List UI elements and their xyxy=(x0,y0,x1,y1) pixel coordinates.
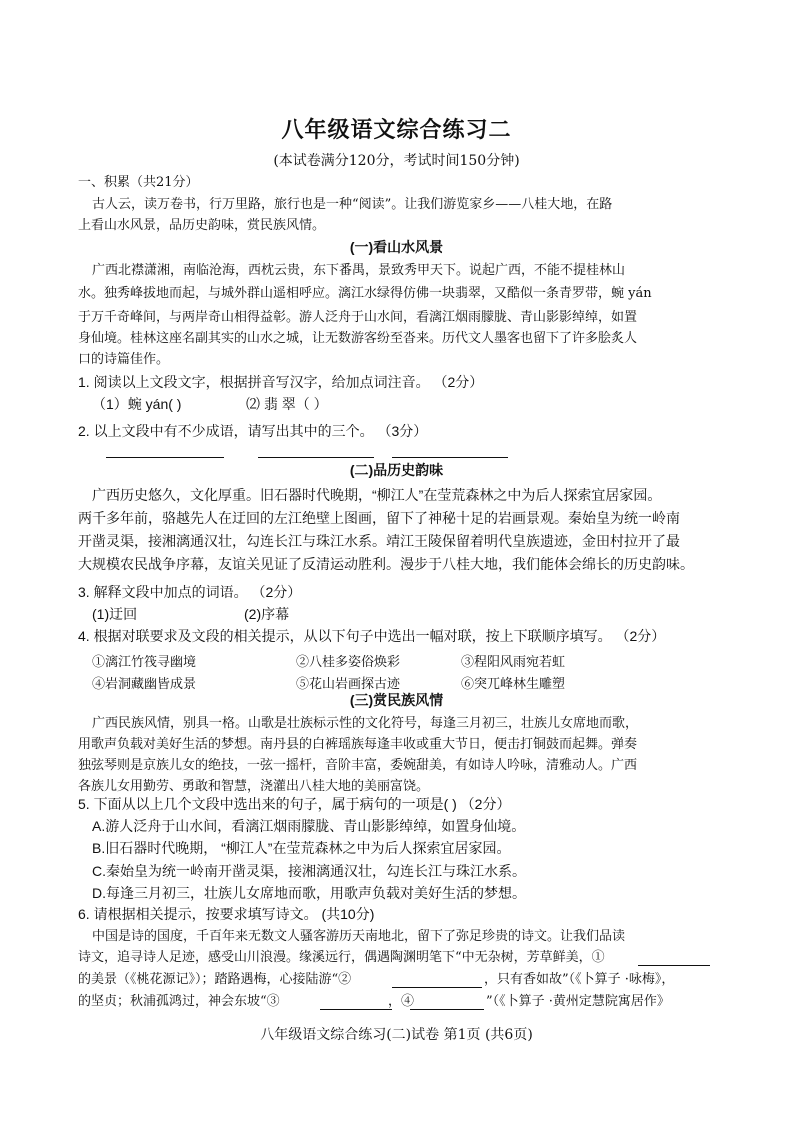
part3-line-1: 广西民族风情，别具一格。山歌是壮族标示性的文化符号，每逢三月初三，壮族儿女席地而歌， xyxy=(92,716,639,731)
intro-line-2: 上看山水风景，品历史韵味，赏民族风情。 xyxy=(78,218,326,233)
option-4: ④岩洞藏幽皆成景 xyxy=(92,677,197,692)
poem-blank-1[interactable] xyxy=(638,964,710,966)
question-6-line-4c: ”（《卜算子 ·黄州定慧院寓居作》 xyxy=(486,994,670,1009)
question-5: 5. 下面从以上几个文段中选出来的句子，属于病句的一项是( ) （2分） xyxy=(78,796,511,812)
question-1-b: ⑵ 翡 翠（ ） xyxy=(246,396,328,412)
option-6: ⑥突兀峰林生雕塑 xyxy=(461,677,566,692)
answer-blank-3[interactable] xyxy=(392,456,508,458)
part2-line-3: 开凿灵渠，接湘漓通汉壮，勾连长江与珠江水系。靖江王陵保留着明代皇族遗迹，金田村拉开了最 xyxy=(78,533,680,549)
part3-line-3: 独弦琴则是京族儿女的绝技，一弦一摇杆，音阶丰富，委婉甜美，有如诗人吟咏，清雅动人。广西 xyxy=(78,758,638,773)
page-footer: 八年级语文综合练习(二)试卷 第1页 (共6页) xyxy=(260,1027,533,1043)
question-1: 1. 阅读以上文段文字，根据拼音写汉字，给加点词注音。 （2分） xyxy=(78,374,484,390)
page-subtitle: (本试卷满分120分，考试时间150分钟) xyxy=(273,153,520,169)
page-title: 八年级语文综合练习二 xyxy=(281,117,512,143)
poem-blank-3[interactable] xyxy=(320,1008,392,1010)
question-3-b: (2)序幕 xyxy=(244,606,290,622)
part2-line-2: 两千多年前，骆越先人在迂回的左江绝壁上图画，留下了神秘十足的岩画景观。秦始皇为统一岭南 xyxy=(78,510,680,526)
question-4: 4. 根据对联要求及文段的相关提示，从以下句子中选出一幅对联，按上下联顺序填写。 （2分） xyxy=(78,628,666,644)
question-6-line-4b: ，④ xyxy=(388,994,415,1009)
question-5-option-c: C.秦始皇为统一岭南开凿灵渠，接湘漓通汉壮，勾连长江与珠江水系。 xyxy=(92,863,526,879)
poem-blank-4[interactable] xyxy=(410,1008,484,1010)
question-3: 3. 解释文段中加点的词语。 （2分） xyxy=(78,584,302,600)
question-6: 6. 请根据相关提示，按要求填写诗文。 (共10分) xyxy=(78,906,375,922)
question-6-line-1: 中国是诗的国度，千百年来无数文人骚客游历天南地北，留下了弥足珍贵的诗文。让我们品读 xyxy=(92,929,626,944)
option-5: ⑤花山岩画探古迹 xyxy=(296,677,401,692)
part1-line-2: 水。独秀峰拔地而起，与城外群山遥相呼应。漓江水绿得仿佛一块翡翠，又酷似一条青罗带，蜿 yán xyxy=(78,286,652,301)
option-1: ①漓江竹筏寻幽境 xyxy=(92,655,197,670)
section-heading: 一、积累（共21分） xyxy=(78,175,199,190)
question-1-a: （1）蜿 yán( ) xyxy=(92,396,182,412)
part1-line-4: 身仙境。桂林这座名副其实的山水之城，让无数游客纷至沓来。历代文人墨客也留下了许多脍炙人 xyxy=(78,331,638,346)
question-6-line-3b: ，只有香如故”（《卜算子 ·咏梅》， xyxy=(484,972,675,987)
poem-blank-2[interactable] xyxy=(392,986,482,988)
part1-line-3: 于万千奇峰间，与两岸奇山相得益彰。游人泛舟于山水间，看漓江烟雨朦胧、青山影影绰绰，如置 xyxy=(78,310,638,325)
question-5-option-a: A.游人泛舟于山水间，看漓江烟雨朦胧、青山影影绰绰，如置身仙境。 xyxy=(92,818,526,834)
question-5-option-d: D.每逢三月初三，壮族儿女席地而歌，用歌声负载对美好生活的梦想。 xyxy=(92,885,526,901)
part3-line-4: 各族儿女用勤劳、勇敢和智慧，浇灌出八桂大地的美丽富饶。 xyxy=(78,779,430,794)
part2-heading: (二)品历史韵味 xyxy=(349,462,444,478)
question-3-a: (1)迂回 xyxy=(92,606,138,622)
part1-line-1: 广西北襟潇湘，南临沧海，西枕云贵，东下番禺，景致秀甲天下。说起广西，不能不提桂林山 xyxy=(92,263,626,278)
question-2: 2. 以上文段中有不少成语，请写出其中的三个。 （3分） xyxy=(78,423,428,439)
question-5-option-b: B.旧石器时代晚期， “柳江人”在莹荒森林之中为后人探索宜居家园。 xyxy=(92,840,511,856)
part2-line-4: 大规模农民战争序幕，友谊关见证了反清运动胜利。漫步于八桂大地，我们能体会绵长的历史韵味。 xyxy=(78,556,694,572)
part2-line-1: 广西历史悠久，文化厚重。旧石器时代晚期，“柳江人”在莹荒森林之中为后人探索宜居家园。 xyxy=(92,487,662,503)
part3-line-2: 用歌声负载对美好生活的梦想。南丹县的白裤瑶族每逢丰收或重大节日，便击打铜鼓而起舞。弹奏 xyxy=(78,737,638,752)
part3-heading: (三)赏民族风情 xyxy=(349,692,444,708)
question-6-line-2: 诗文，追寻诗人足迹，感受山川浪漫。缘溪远行，偶遇陶渊明笔下“中无杂树，芳草鲜美，① xyxy=(78,950,605,965)
intro-line-1: 古人云，读万卷书，行万里路，旅行也是一种“阅读”。让我们游览家乡——八桂大地，在路 xyxy=(92,197,613,212)
answer-blank-2[interactable] xyxy=(258,456,374,458)
part1-heading: (一)看山水风景 xyxy=(349,239,444,255)
question-6-line-3a: 的美景（《桃花源记》）；踏路遇梅，心接陆游“② xyxy=(78,972,352,987)
part1-line-5: 口的诗篇佳作。 xyxy=(78,352,170,367)
option-2: ②八桂多姿俗焕彩 xyxy=(296,655,401,670)
answer-blank-1[interactable] xyxy=(106,456,224,458)
option-3: ③程阳风雨宛若虹 xyxy=(461,655,566,670)
question-6-line-4a: 的坚贞；秋浦孤鸿过，神会东坡“③ xyxy=(78,994,280,1009)
